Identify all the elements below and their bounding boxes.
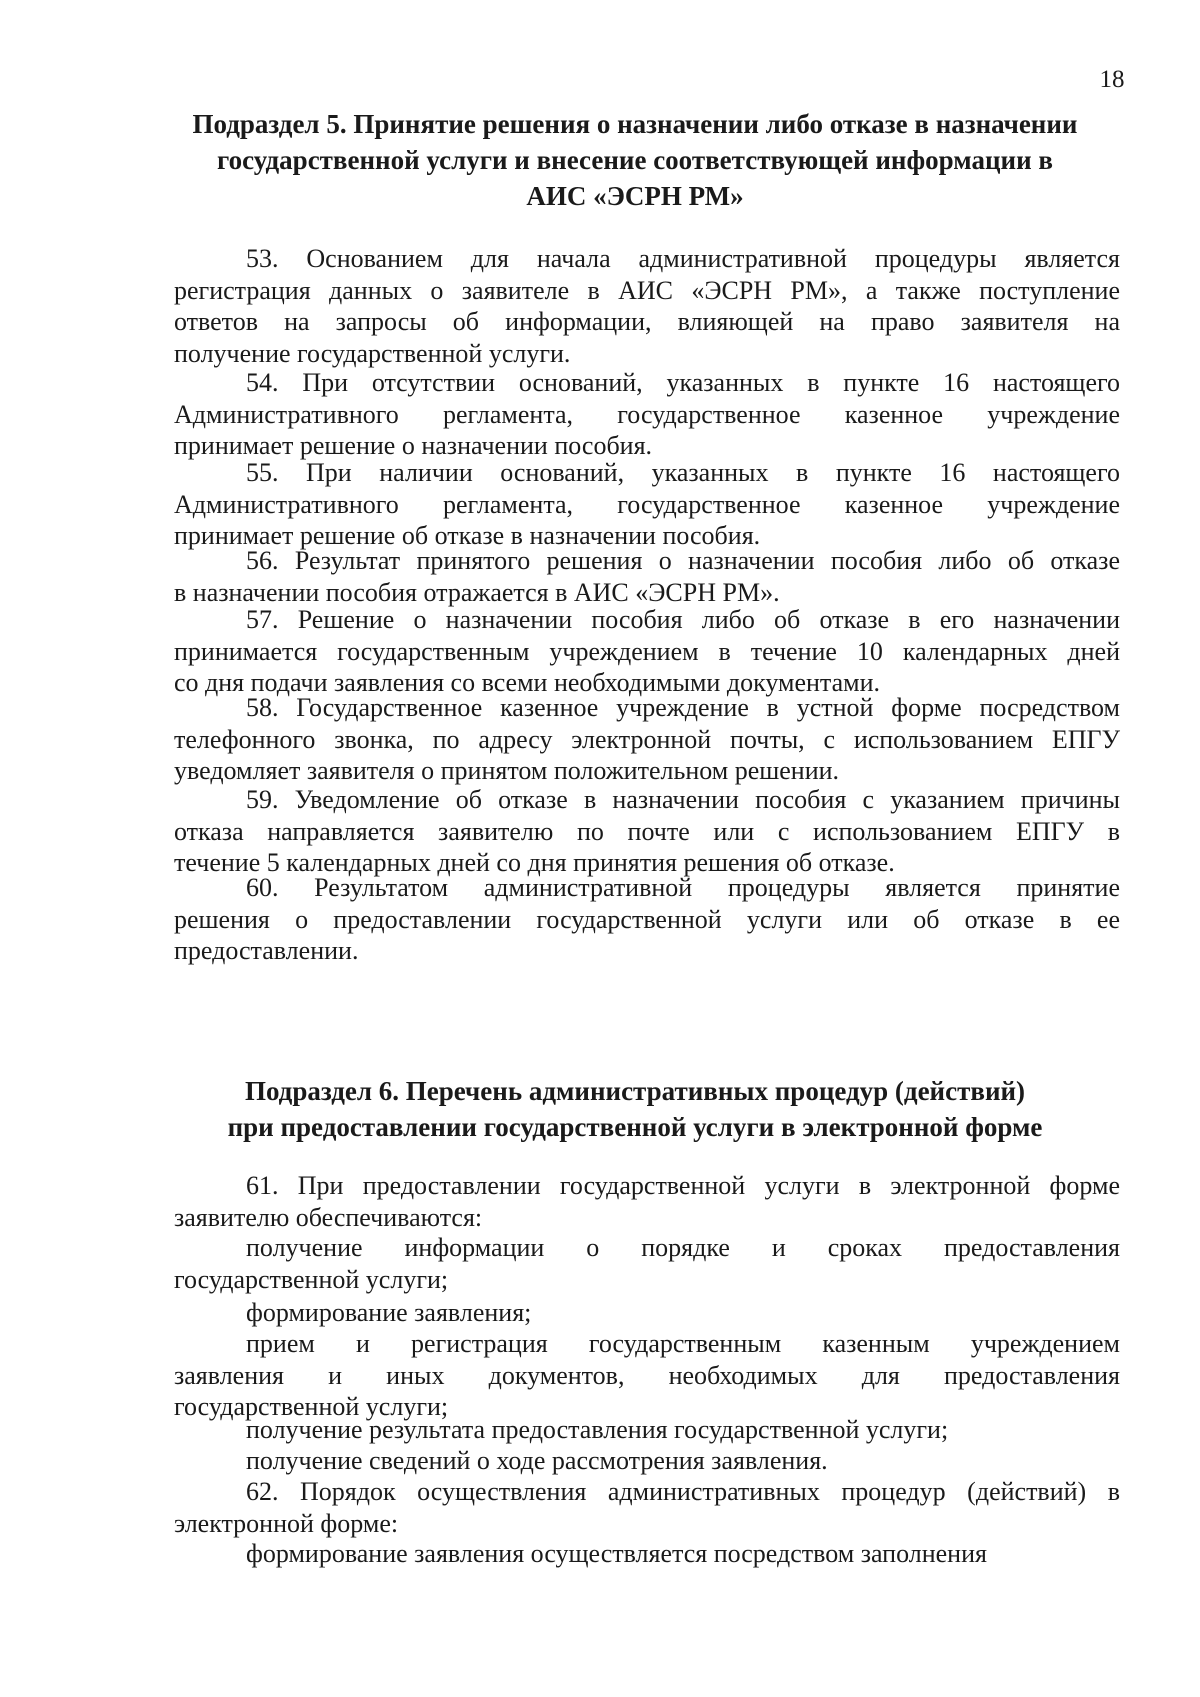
paragraph-line: в назначении пособия отражается в АИС «ЭСРН РМ».: [174, 577, 780, 607]
paragraph-line: получение результата предоставления государственной услуги;: [246, 1415, 949, 1444]
paragraph-line: заявителю обеспечиваются:: [174, 1202, 483, 1232]
paragraph-line: телефонного звонка, по адресу электронной почты, с использованием ЕПГУ: [174, 724, 1120, 754]
paragraph: [174, 872, 1120, 967]
paragraph-line: 54. При отсутствии оснований, указанных в пункте 16 настоящего: [246, 368, 1120, 397]
heading-line: Подраздел 6. Перечень административных процедур (действий): [244, 1076, 1026, 1106]
paragraph-line: прием и регистрация государственным казенным учреждением: [246, 1329, 1120, 1358]
paragraph: [174, 457, 1120, 552]
paragraph-line: ответов на запросы об информации, влияющей на право заявителя на: [174, 307, 1120, 337]
paragraph-line: получение сведений о ходе рассмотрения заявления.: [246, 1446, 828, 1475]
heading-line: государственной услуги и внесение соответствующей информации в: [217, 145, 1053, 175]
paragraph-line: со дня подачи заявления со всеми необходимыми документами.: [174, 668, 880, 698]
paragraph-line: уведомляет заявителя о принятом положительном решении.: [174, 756, 840, 786]
heading-line: при предоставлении государственной услуги в электронной форме: [227, 1112, 1043, 1142]
paragraph: [174, 1414, 1120, 1446]
paragraph: [174, 1297, 1120, 1329]
paragraph-line: 56. Результат принятого решения о назначении пособия либо об отказе: [246, 546, 1120, 575]
paragraph-line: электронной форме:: [174, 1508, 399, 1538]
paragraph: [174, 545, 1120, 608]
heading-line: АИС «ЭСРН РМ»: [526, 181, 744, 211]
paragraph: [174, 1476, 1120, 1539]
paragraph-line: предоставлении.: [174, 936, 359, 966]
paragraph: [174, 1445, 1120, 1477]
subsection-6-title: [150, 1073, 1120, 1145]
paragraph-line: регистрация данных о заявителе в АИС «ЭСРН РМ», а также поступление: [174, 275, 1120, 305]
paragraph-line: заявления и иных документов, необходимых для предоставления: [174, 1360, 1120, 1390]
paragraph-line: получение государственной услуги.: [174, 339, 571, 369]
paragraph: [174, 692, 1120, 787]
paragraph-line: формирование заявления;: [246, 1298, 532, 1327]
paragraph: [174, 604, 1120, 699]
page-number: 18: [1099, 66, 1125, 93]
paragraph-line: 53. Основанием для начала административной процедуры является: [246, 244, 1120, 273]
paragraph-line: формирование заявления осуществляется посредством заполнения: [246, 1539, 987, 1568]
paragraph: [174, 1538, 1120, 1570]
paragraph-line: 59. Уведомление об отказе в назначении пособия с указанием причины: [246, 785, 1120, 814]
subsection-5-title: [150, 106, 1120, 214]
paragraph-line: 57. Решение о назначении пособия либо об отказе в его назначении: [246, 605, 1120, 634]
paragraph-line: принимает решение о назначении пособия.: [174, 431, 653, 461]
paragraph-line: 62. Порядок осуществления административных процедур (действий) в: [246, 1477, 1120, 1506]
paragraph: [174, 1328, 1120, 1423]
paragraph-line: принимается государственным учреждением в течение 10 календарных дней: [174, 636, 1120, 666]
paragraph: [174, 1232, 1120, 1295]
paragraph-line: принимает решение об отказе в назначении пособия.: [174, 521, 761, 551]
paragraph-line: Административного регламента, государственное казенное учреждение: [174, 399, 1120, 429]
paragraph-line: отказа направляется заявителю по почте или с использованием ЕПГУ в: [174, 816, 1120, 846]
paragraph: [174, 784, 1120, 879]
paragraph-line: 61. При предоставлении государственной услуги в электронной форме: [246, 1171, 1120, 1200]
paragraph-line: 60. Результатом административной процедуры является принятие: [246, 873, 1120, 902]
paragraph-line: государственной услуги;: [174, 1392, 449, 1422]
paragraph-line: решения о предоставлении государственной услуги или об отказе в ее: [174, 904, 1120, 934]
paragraph: [174, 1170, 1120, 1233]
paragraph-line: 55. При наличии оснований, указанных в пункте 16 настоящего: [246, 458, 1120, 487]
paragraph-line: течение 5 календарных дней со дня принятия решения об отказе.: [174, 848, 895, 878]
paragraph-line: получение информации о порядке и сроках предоставления: [246, 1233, 1120, 1262]
paragraph: [174, 367, 1120, 462]
heading-line: Подраздел 5. Принятие решения о назначении либо отказе в назначении: [192, 109, 1078, 139]
paragraph-line: государственной услуги;: [174, 1264, 449, 1294]
paragraph-line: 58. Государственное казенное учреждение в устной форме посредством: [246, 693, 1120, 722]
paragraph-line: Административного регламента, государственное казенное учреждение: [174, 489, 1120, 519]
paragraph: [174, 243, 1120, 370]
